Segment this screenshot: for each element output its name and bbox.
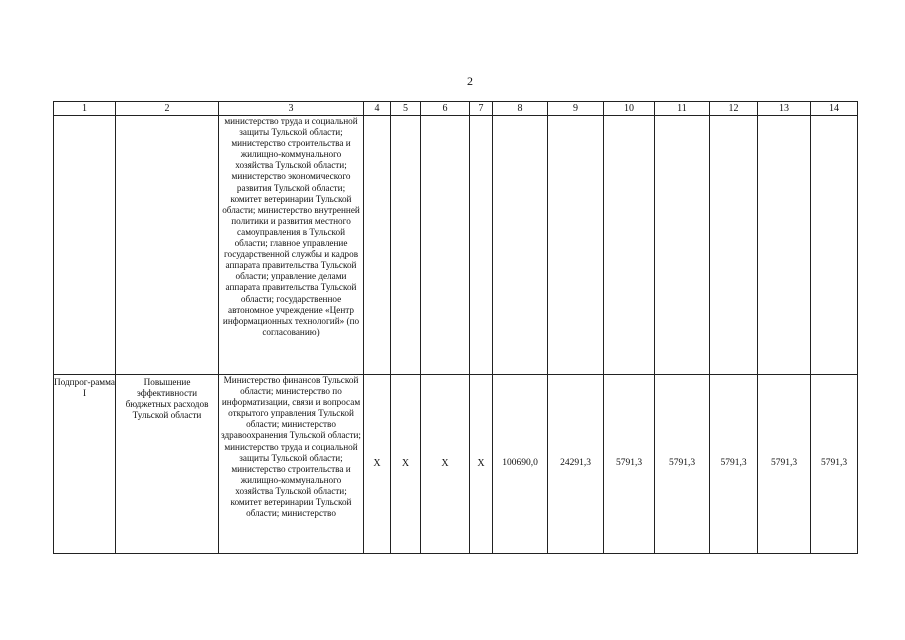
column-header: 14 xyxy=(811,102,858,116)
column-header: 3 xyxy=(219,102,364,116)
cell-empty xyxy=(604,116,655,375)
cell-total: 100690,0 xyxy=(493,375,548,554)
cell-title: Повышение эффективности бюджетных расходов Тульской области xyxy=(116,375,219,554)
page-number: 2 xyxy=(467,74,473,88)
cell-title xyxy=(116,116,219,375)
table-row xyxy=(54,375,858,554)
cell-empty xyxy=(421,116,470,375)
cell-empty xyxy=(655,116,710,375)
column-header: 5 xyxy=(391,102,421,116)
cell-mark: X xyxy=(391,375,421,554)
cell-empty xyxy=(364,116,391,375)
budget-table xyxy=(53,101,858,554)
column-header: 4 xyxy=(364,102,391,116)
column-header: 13 xyxy=(758,102,811,116)
cell-empty xyxy=(470,116,493,375)
cell-mark: X xyxy=(364,375,391,554)
cell-executors: министерство труда и социальной защиты Тульской области; министерство строительства и жилищно-коммунального хозяйства Тульской области; министерство экономического развития Тульской области; комитет ветеринарии Тульской области; министерство внутренней политики и развития местного самоуправления в Тульской области; главное управление государственной службы и кадров аппарата правительства Тульской области; управление делами аппарата правительства Тульской области; государственное автономное учреждение «Центр информационных технологий» (по согласованию) xyxy=(219,116,364,375)
cell-name: Подпрог-рамма I xyxy=(54,375,116,554)
column-header: 12 xyxy=(710,102,758,116)
cell-empty xyxy=(548,116,604,375)
cell-mark: X xyxy=(470,375,493,554)
table-row xyxy=(54,116,858,375)
cell-value: 5791,3 xyxy=(811,375,858,554)
cell-empty xyxy=(391,116,421,375)
cell-executors: Министерство финансов Тульской области; министерство по информатизации, связи и вопросам открытого управления Тульской области; министерство здравоохранения Тульской области; министерство труда и социальной защиты Тульской области; министерство строительства и жилищно-коммунального хозяйства Тульской области; комитет ветеринарии Тульской области; министерство xyxy=(219,375,364,554)
column-header: 9 xyxy=(548,102,604,116)
cell-value: 5791,3 xyxy=(655,375,710,554)
cell-value: 5791,3 xyxy=(710,375,758,554)
column-header: 10 xyxy=(604,102,655,116)
column-header: 6 xyxy=(421,102,470,116)
column-header: 1 xyxy=(54,102,116,116)
cell-value: 5791,3 xyxy=(758,375,811,554)
column-header: 7 xyxy=(470,102,493,116)
cell-empty xyxy=(758,116,811,375)
cell-value: 5791,3 xyxy=(604,375,655,554)
cell-empty xyxy=(811,116,858,375)
cell-value: 24291,3 xyxy=(548,375,604,554)
header-row xyxy=(54,102,858,116)
cell-name xyxy=(54,116,116,375)
column-header: 8 xyxy=(493,102,548,116)
cell-empty xyxy=(493,116,548,375)
cell-empty xyxy=(710,116,758,375)
cell-mark: X xyxy=(421,375,470,554)
column-header: 11 xyxy=(655,102,710,116)
column-header: 2 xyxy=(116,102,219,116)
